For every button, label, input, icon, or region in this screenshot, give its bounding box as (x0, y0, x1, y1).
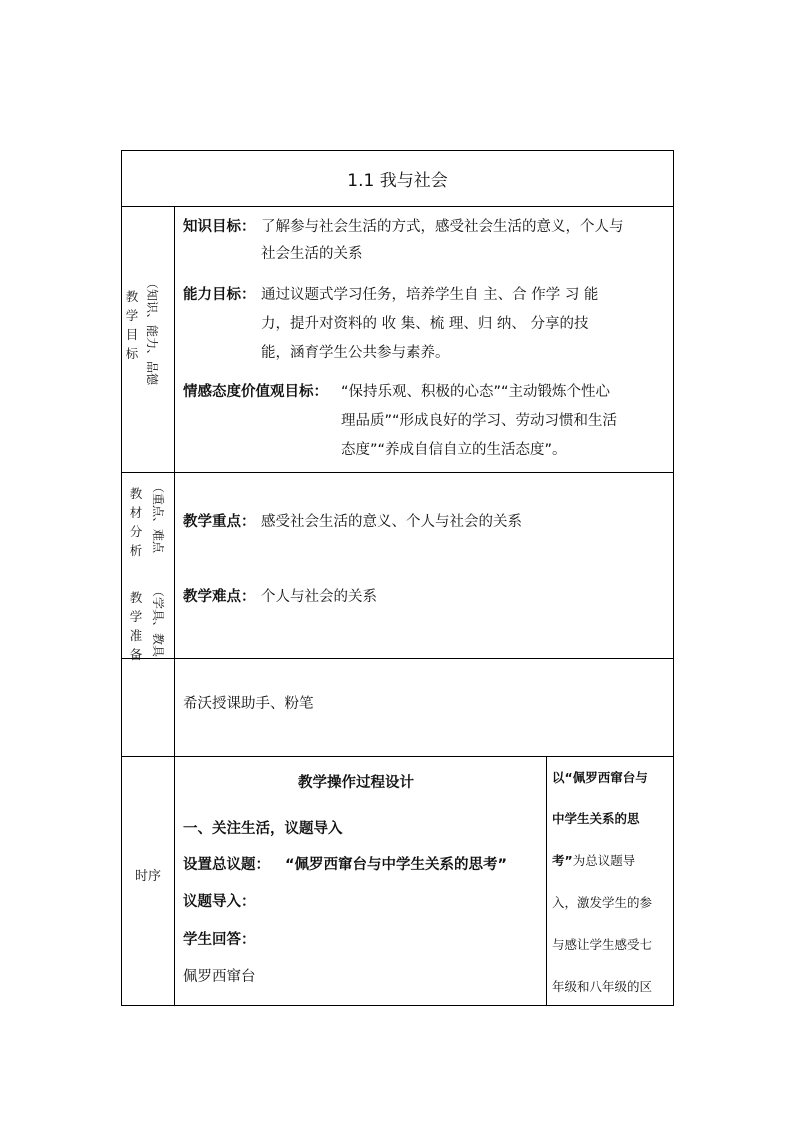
key-point-text: 感受社会生活的意义、个人与社会的关系 (261, 514, 522, 530)
prep-row-label: 教学准备 (129, 590, 143, 662)
note-line: 中学生关系的思 (552, 811, 640, 826)
note-line (552, 851, 635, 871)
preparation-text: 希沃授课助手、粉笔 (183, 696, 314, 712)
emotion-label: 情感态度价值观目标： (183, 384, 328, 400)
intro-label: 议题导入： (183, 894, 256, 910)
note-bold: 考” (552, 853, 573, 868)
emotion-line: “保持乐观、积极的心态”“主动锻炼个性心 (341, 384, 611, 400)
note-line: 与感让学生感受七 (552, 937, 653, 952)
note-rest: 为总议题导 (572, 853, 636, 868)
analysis-row-sublabel: （重点、难点 (151, 481, 165, 554)
knowledge-label: 知识目标： (183, 219, 256, 235)
divider (122, 756, 673, 757)
process-heading: 教学操作过程设计 (298, 775, 414, 791)
section-heading: 一、关注生活，议题导入 (183, 821, 343, 837)
objectives-row-label: 教学目标 (125, 289, 139, 361)
note-line: 以“佩罗西窜台与 (552, 770, 648, 785)
ability-line: 通过议题式学习任务，培养学生自 主、合 作学 习 能 (261, 287, 599, 303)
knowledge-line: 了解参与社会生活的方式，感受社会生活的意义，个人与 (261, 219, 624, 235)
topic-text: “佩罗西窜台与中学生关系的思考” (285, 857, 508, 873)
divider (122, 472, 673, 473)
ability-line: 能，涵育学生公共参与素养。 (261, 345, 450, 361)
answer-text: 佩罗西窜台 (183, 969, 256, 985)
difficult-point-label: 教学难点： (183, 589, 256, 605)
sequence-label: 时序 (135, 869, 162, 884)
key-point-label: 教学重点： (183, 514, 256, 530)
divider (174, 206, 175, 1005)
emotion-line: 态度”“养成自信自立的生活态度”。 (341, 442, 567, 458)
ability-line: 力，提升对资料的 收 集、梳 理、归 纳、 分享的技 (261, 316, 589, 332)
objectives-row-sublabel: （知识、能力、品德 (145, 277, 159, 386)
difficult-point-text: 个人与社会的关系 (261, 589, 377, 605)
note-line: 年级和八年级的区 (552, 979, 653, 994)
divider (122, 206, 673, 207)
emotion-line: 理品质”“形成良好的学习、劳动习惯和生活 (341, 413, 618, 429)
note-line: 入，激发学生的参 (552, 895, 653, 910)
lesson-plan-table (121, 150, 674, 1006)
prep-row-sublabel: （学具、教具 (151, 585, 165, 658)
topic-label: 设置总议题： (183, 857, 270, 873)
page-title: 1.1 我与社会 (347, 171, 448, 191)
divider (122, 658, 673, 659)
knowledge-line: 社会生活的关系 (261, 246, 363, 262)
analysis-row-label: 教材分析 (129, 486, 143, 558)
answer-label: 学生回答： (183, 932, 256, 948)
divider (546, 756, 547, 1005)
ability-label: 能力目标： (183, 287, 256, 303)
